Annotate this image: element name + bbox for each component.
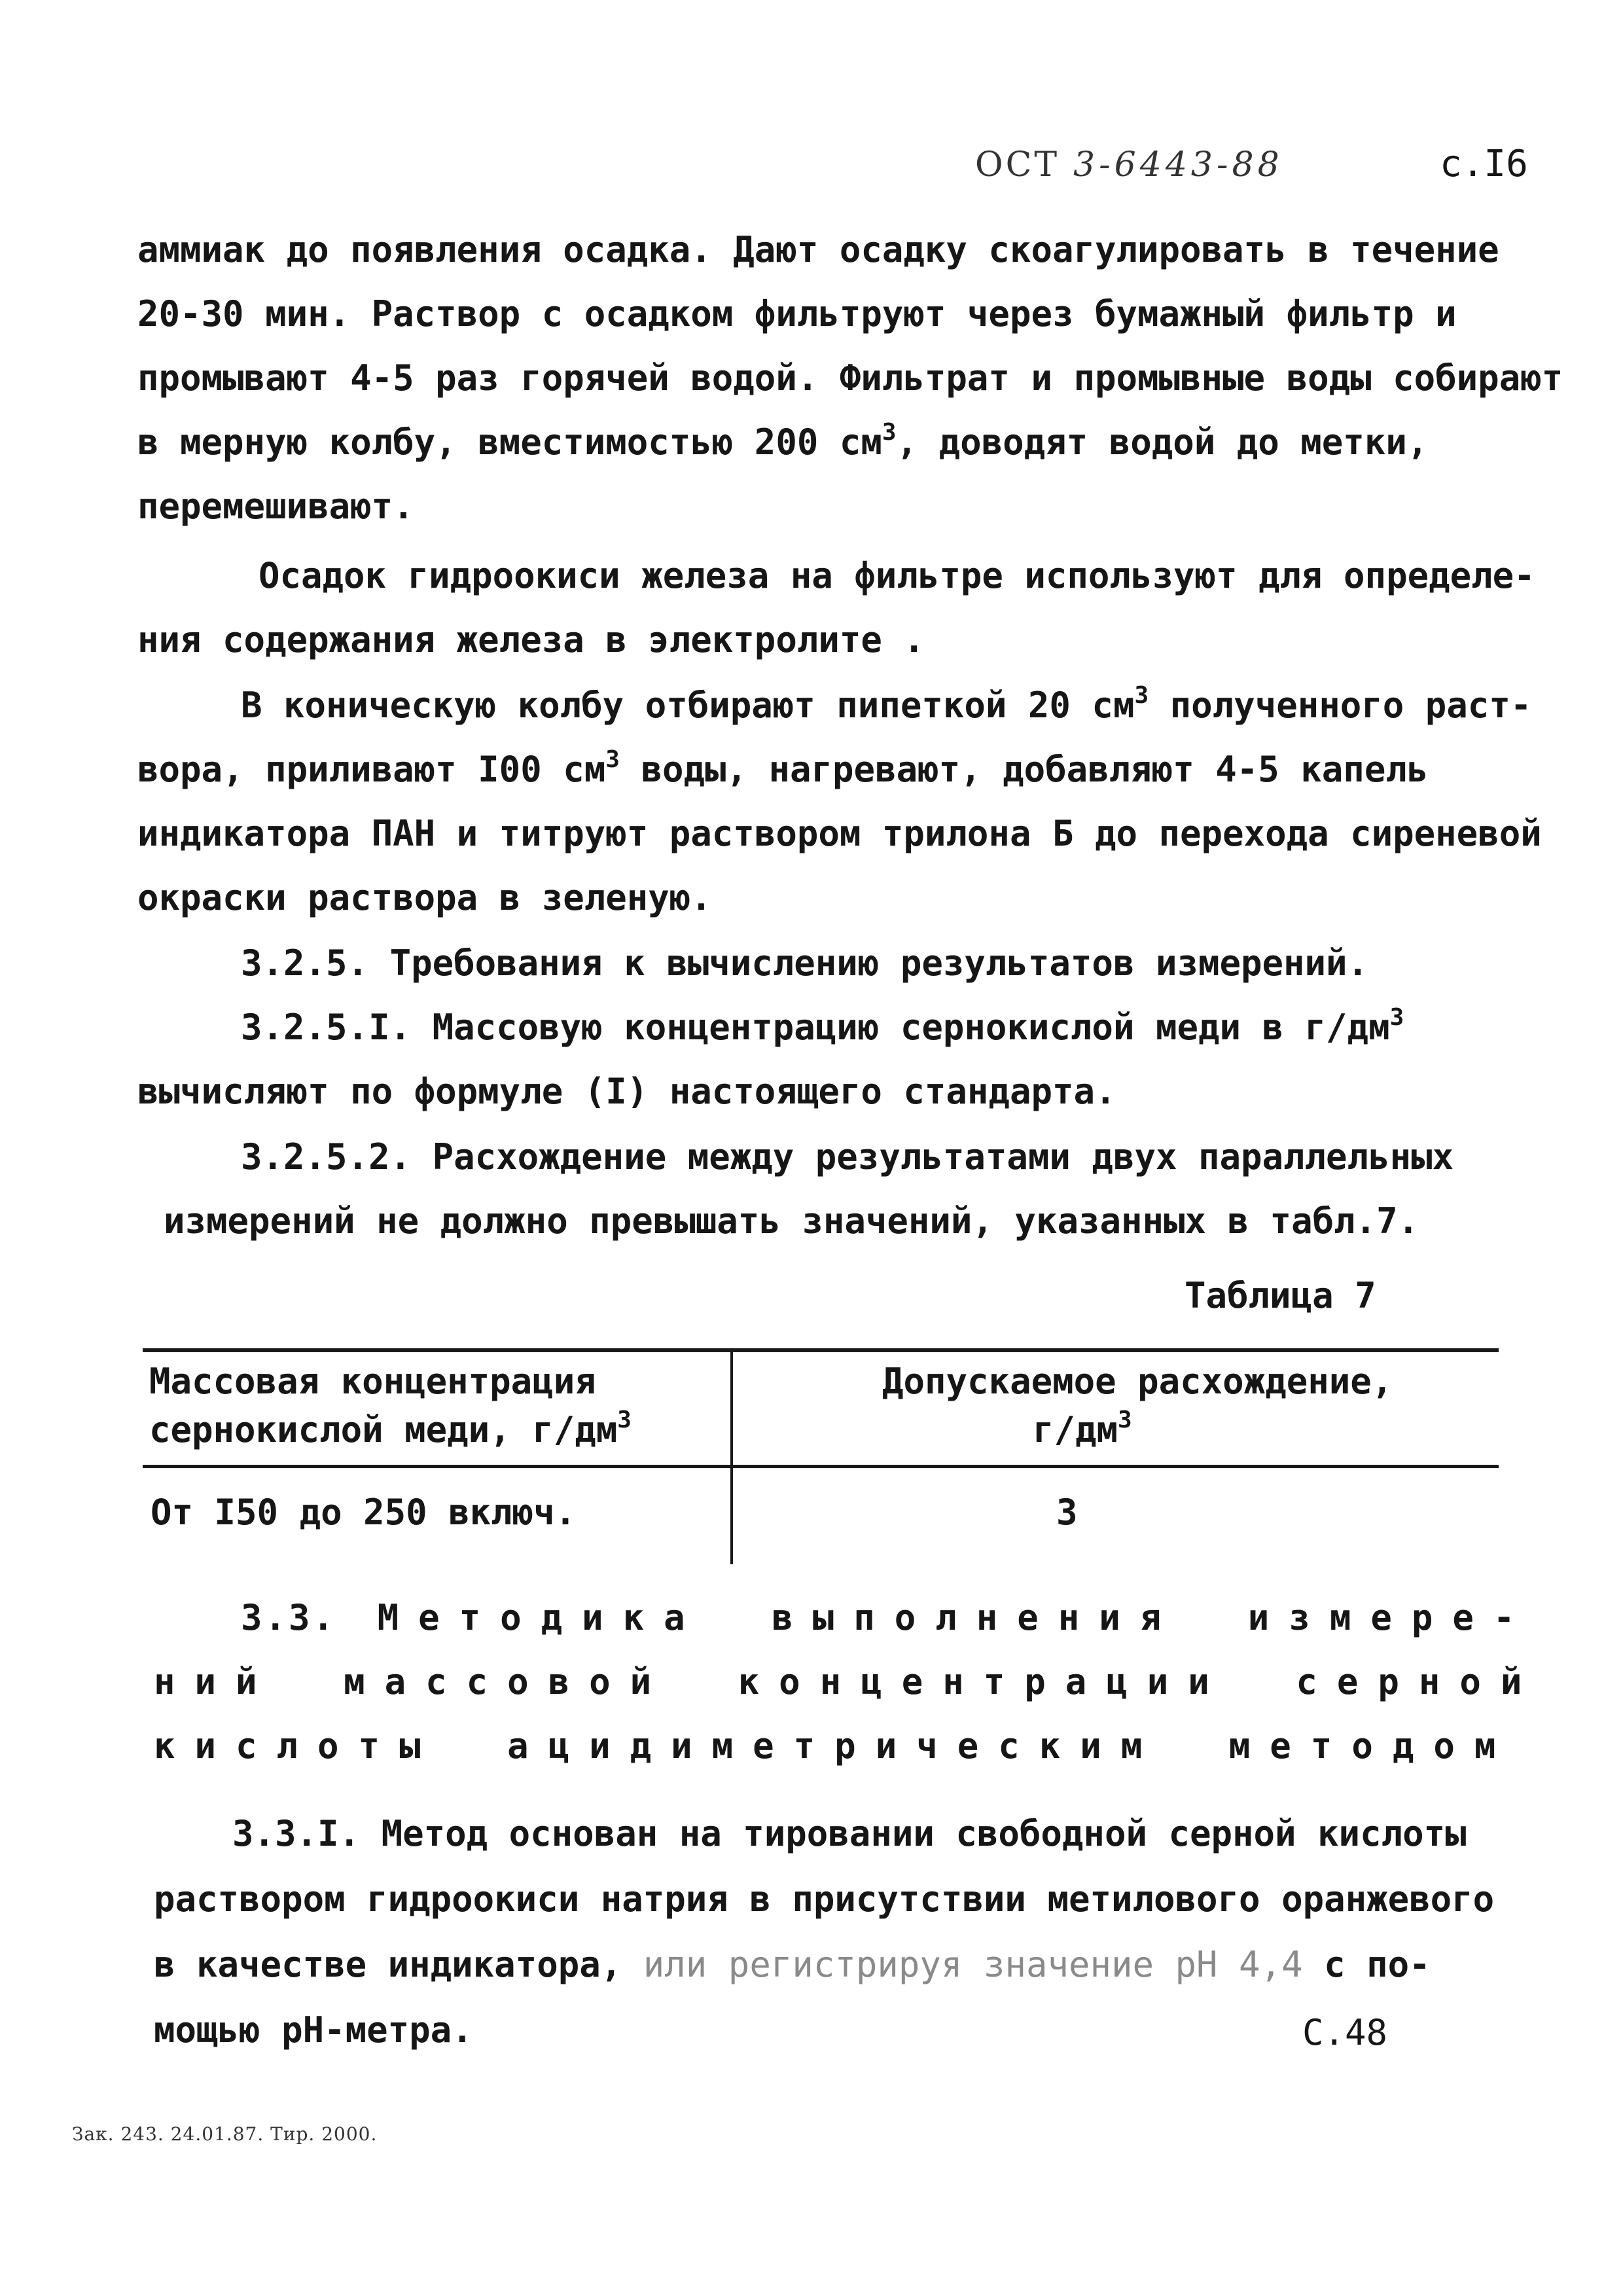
p331-line3-b: или регистрируя значение рН 4,4 bbox=[622, 1944, 1303, 1985]
table-caption: Таблица 7 bbox=[1185, 1275, 1376, 1316]
heading-word-5: массовой bbox=[344, 1661, 671, 1702]
heading-word-6: концентрации bbox=[738, 1661, 1229, 1702]
tolerance-table bbox=[143, 1348, 1499, 1571]
para1-line1: аммиак до появления осадка. Дают осадку скоагулировать в течение bbox=[137, 229, 1499, 270]
heading-num: 3.3. bbox=[241, 1597, 337, 1638]
print-info: Зак. 243. 24.01.87. Тир. 2000. bbox=[72, 2123, 378, 2145]
col2-header-sup: 3 bbox=[1118, 1407, 1132, 1433]
section-3-2-5-2-line1: 3.2.5.2. Расхождение между результатами двух параллельных bbox=[241, 1136, 1454, 1177]
p331-line3 bbox=[154, 1944, 1431, 1985]
para2-line2: ния содержания железа в электролите . bbox=[137, 619, 925, 660]
p331-line3-a: в качестве индикатора, bbox=[154, 1944, 622, 1985]
p331-line4: мощью рН-метра. bbox=[154, 2009, 473, 2051]
para3-line1 bbox=[241, 682, 1532, 726]
section-3-3-heading-line3 bbox=[154, 1725, 1515, 1767]
p331-line3-c: с по- bbox=[1302, 1944, 1431, 1985]
section-3-2-5-1-sup: 3 bbox=[1389, 1004, 1404, 1031]
heading-word-1: Методика bbox=[377, 1597, 705, 1638]
heading-word-9: ацидиметрическим bbox=[507, 1725, 1162, 1767]
col2-header-text: г/дм bbox=[1033, 1409, 1118, 1450]
para1-line2: 20-30 мин. Раствор с осадком фильтруют через бумажный фильтр и bbox=[137, 293, 1457, 334]
para1-line4-sup: 3 bbox=[882, 419, 897, 446]
section-3-2-5-1-a: 3.2.5.I. Массовую концентрацию сернокислой меди в г/дм bbox=[241, 1007, 1390, 1048]
table-cell-tolerance: 3 bbox=[1056, 1492, 1078, 1533]
para3-line1-sup: 3 bbox=[1134, 682, 1149, 709]
heading-word-10: методом bbox=[1228, 1725, 1516, 1767]
heading-word-7: серной bbox=[1296, 1661, 1542, 1702]
col1-header-sup: 3 bbox=[617, 1407, 632, 1433]
para1-line4 bbox=[137, 419, 1429, 463]
table-column-divider bbox=[730, 1348, 733, 1564]
standard-prefix: ОСТ bbox=[975, 145, 1060, 185]
para3-line2-sup: 3 bbox=[605, 746, 620, 773]
col1-header-line2 bbox=[149, 1408, 632, 1452]
table-header-rule bbox=[143, 1465, 1499, 1468]
table-top-rule bbox=[143, 1348, 1499, 1352]
p331-line2: раствором гидроокиси натрия в присутствии метилового оранжевого bbox=[154, 1878, 1495, 1920]
section-3-3-heading-line2 bbox=[154, 1661, 1541, 1702]
heading-word-2: выполнения bbox=[772, 1597, 1181, 1638]
para3-line2 bbox=[137, 746, 1429, 790]
section-3-2-5-2-line2: измерений не должно превышать значений, указанных в табл.7. bbox=[164, 1200, 1419, 1242]
col2-header-line2 bbox=[1033, 1408, 1132, 1452]
para1-line4-a: в мерную колбу, вместимостью 200 см bbox=[137, 422, 882, 463]
para3-line1-a: В коническую колбу отбирают пипеткой 20 см bbox=[241, 685, 1135, 726]
heading-word-8: кислоты bbox=[154, 1725, 440, 1767]
page-number: с.I6 bbox=[1440, 143, 1528, 185]
col1-header-line1: Массовая концентрация bbox=[149, 1361, 596, 1402]
para3-line3: индикатора ПАН и титруют раствором трилона Б до перехода сиреневой bbox=[137, 813, 1542, 854]
col1-header-text: сернокислой меди, г/дм bbox=[149, 1409, 618, 1450]
standard-number-handwritten: 3-6443-88 bbox=[1073, 145, 1283, 185]
heading-word-4: ний bbox=[154, 1661, 277, 1702]
col2-header-line1: Допускаемое расхождение, bbox=[882, 1361, 1393, 1402]
heading-word-3: измере- bbox=[1247, 1597, 1535, 1638]
para1-line3: промывают 4-5 раз горячей водой. Фильтрат и промывные воды собирают bbox=[137, 357, 1563, 399]
para3-line2-a: вора, приливают I00 см bbox=[137, 749, 606, 790]
para3-line1-b: полученного раст- bbox=[1149, 685, 1532, 726]
para3-line4: окраски раствора в зеленую. bbox=[137, 877, 712, 918]
section-3-2-5-1-line1 bbox=[241, 1004, 1404, 1048]
table-cell-range: От I50 до 250 включ. bbox=[151, 1492, 577, 1533]
section-3-2-5: 3.2.5. Требования к вычислению результатов измерений. bbox=[241, 942, 1369, 984]
page-reference: С.48 bbox=[1302, 2012, 1388, 2053]
section-3-2-5-1-line2: вычисляют по формуле (I) настоящего стандарта. bbox=[137, 1071, 1116, 1112]
para1-line4-b: , доводят водой до метки, bbox=[896, 422, 1429, 463]
para2-line1: Осадок гидроокиси железа на фильтре используют для определе- bbox=[259, 555, 1535, 596]
para3-line2-b: воды, нагревают, добавляют 4-5 капель bbox=[619, 749, 1429, 790]
para1-line5: перемешивают. bbox=[137, 486, 414, 527]
p331-line1: 3.3.I. Метод основан на тировании свободной серной кислоты bbox=[232, 1813, 1467, 1854]
section-3-3-heading-line1 bbox=[241, 1597, 1534, 1638]
